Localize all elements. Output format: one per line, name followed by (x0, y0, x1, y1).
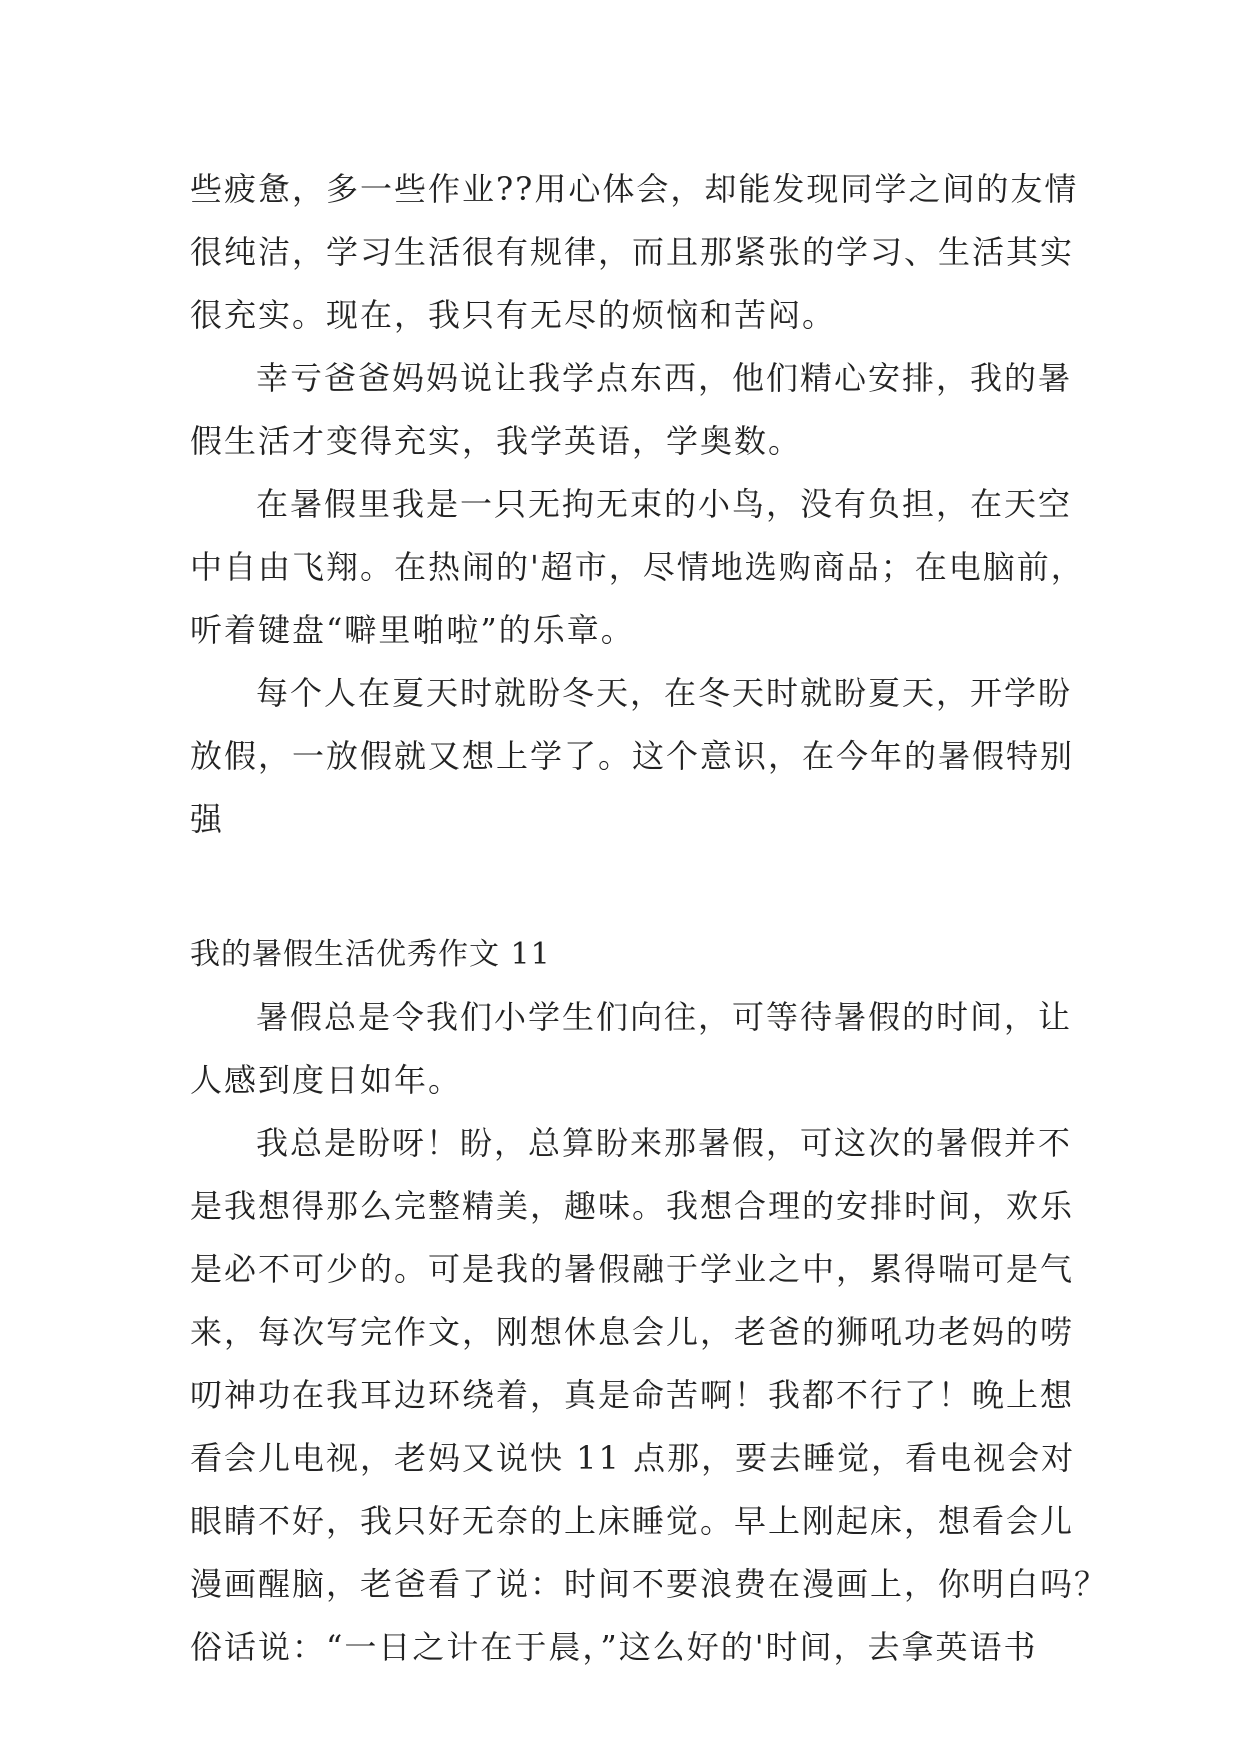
text-line: 强 (190, 800, 225, 838)
text-line: 来，每次写完作文，刚想休息会儿，老爸的狮吼功老妈的唠 (190, 1313, 1075, 1351)
paragraph (190, 1112, 1109, 1679)
section-title: 我的暑假生活优秀作文 11 (190, 937, 551, 972)
text-line: 幸亏爸爸妈妈说让我学点东西，他们精心安排，我的暑 (256, 359, 1073, 397)
text-line: 我总是盼呀！盼，总算盼来那暑假，可这次的暑假并不 (256, 1124, 1073, 1162)
text-line: 放假，一放假就又想上学了。这个意识，在今年的暑假特别 (190, 737, 1075, 775)
text-line: 眼睛不好，我只好无奈的上床睡觉。早上刚起床，想看会儿 (190, 1502, 1075, 1540)
text-line: 很充实。现在，我只有无尽的烦恼和苦闷。 (190, 296, 837, 334)
text-line: 俗话说：“一日之计在于晨，”这么好的'时间，去拿英语书 (190, 1628, 1038, 1666)
text-line: 听着键盘“噼里啪啦”的乐章。 (190, 611, 635, 649)
text-line: 中自由飞翔。在热闹的'超市，尽情地选购商品；在电脑前， (190, 548, 1085, 586)
text-line: 些疲惫，多一些作业??用心体会，却能发现同学之间的友情 (190, 170, 1079, 208)
document-page (190, 158, 1109, 1679)
text-line: 叨神功在我耳边环绕着，真是命苦啊！我都不行了！晚上想 (190, 1376, 1075, 1414)
text-line: 在暑假里我是一只无拘无束的小鸟，没有负担，在天空 (256, 485, 1073, 523)
text-line: 是必不可少的。可是我的暑假融于学业之中，累得喘可是气 (190, 1250, 1075, 1288)
text-line: 看会儿电视，老妈又说快 11 点那，要去睡觉，看电视会对 (190, 1439, 1076, 1477)
text-line: 漫画醒脑，老爸看了说：时间不要浪费在漫画上，你明白吗？ (190, 1565, 1109, 1603)
paragraph (190, 158, 1079, 347)
section-gap (190, 851, 1052, 923)
text-line: 很纯洁，学习生活很有规律，而且那紧张的学习、生活其实 (190, 233, 1075, 271)
text-line: 是我想得那么完整精美，趣味。我想合理的安排时间，欢乐 (190, 1187, 1075, 1225)
paragraph (190, 347, 1073, 473)
text-line: 人感到度日如年。 (190, 1061, 463, 1099)
text-line: 每个人在夏天时就盼冬天，在冬天时就盼夏天，开学盼 (256, 674, 1073, 712)
paragraph (190, 986, 1073, 1112)
paragraph (190, 473, 1085, 662)
text-line: 暑假总是令我们小学生们向往，可等待暑假的时间，让 (256, 998, 1073, 1036)
paragraph (190, 662, 1075, 851)
text-line: 假生活才变得充实，我学英语，学奥数。 (190, 422, 803, 460)
